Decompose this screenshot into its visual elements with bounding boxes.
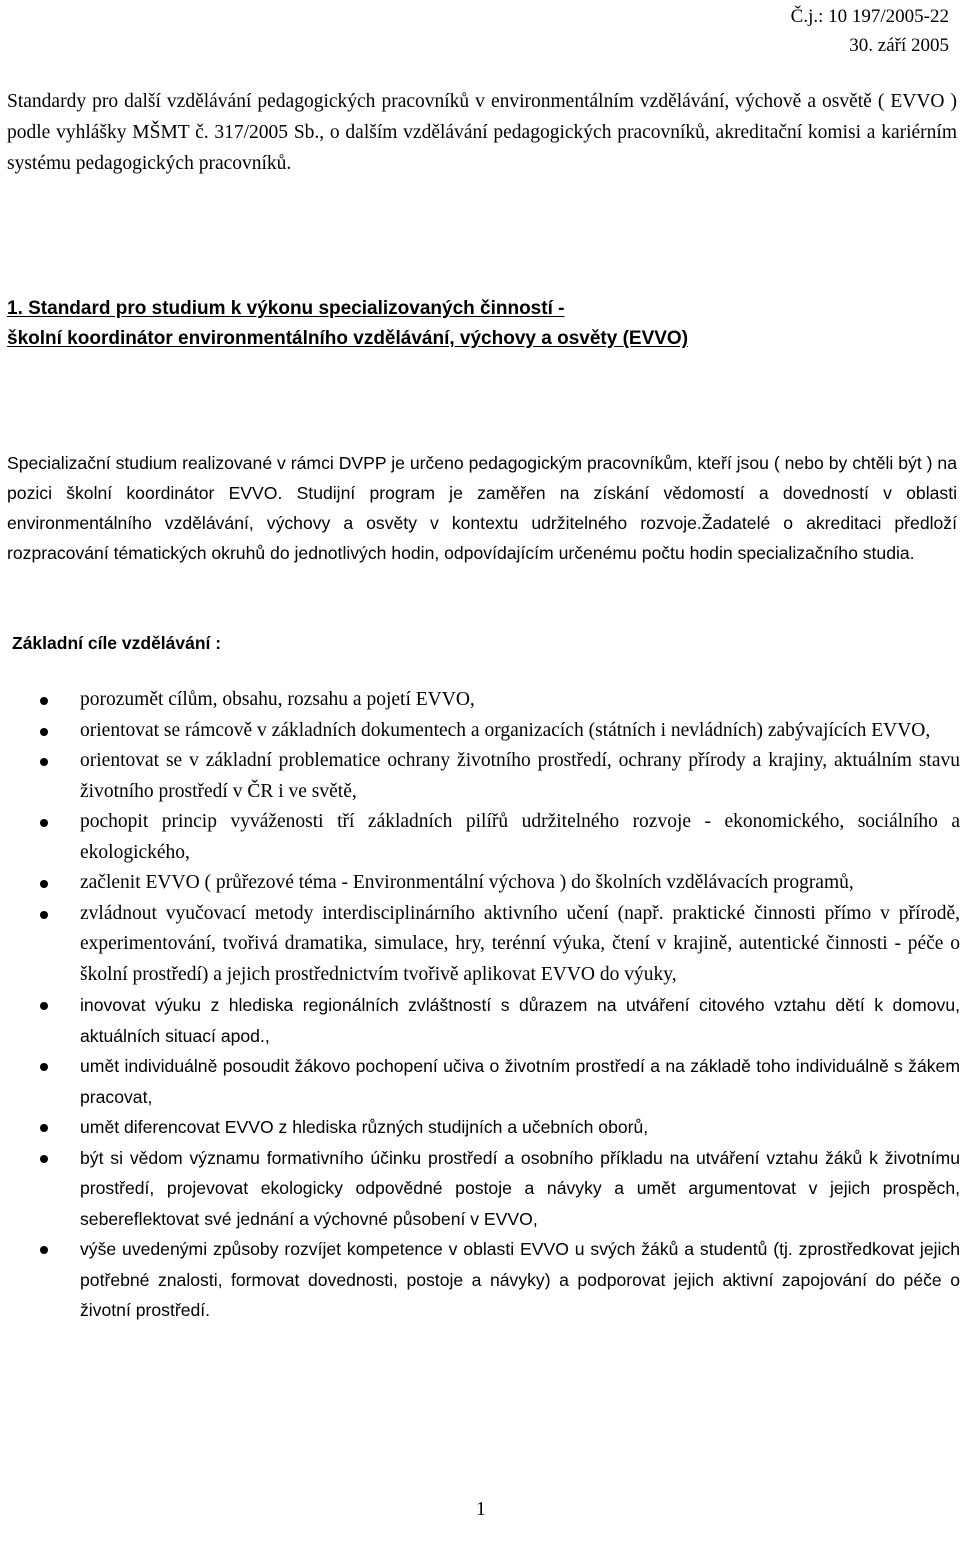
- bullet-icon: [40, 1063, 48, 1071]
- reference-number: Č.j.: 10 197/2005-22: [790, 6, 949, 27]
- bullet-icon: [40, 1155, 48, 1163]
- standard-title-line-1: 1. Standard pro studium k výkonu specializovaných činností -: [7, 298, 565, 319]
- bullet-icon: [40, 819, 48, 827]
- goal-text: orientovat se rámcově v základních dokumentech a organizacích (státních i nevládních) zabývajících EVVO,: [80, 719, 931, 741]
- list-item: [0, 1234, 960, 1326]
- list-item: [0, 746, 960, 807]
- list-item: [0, 685, 960, 716]
- list-item: [0, 899, 960, 991]
- goals-heading: Základní cíle vzdělávání :: [12, 633, 222, 653]
- list-item: [0, 1051, 960, 1112]
- bullet-icon: [40, 1002, 48, 1010]
- description-paragraph: Specializační studium realizované v rámci DVPP je určeno pedagogickým pracovníkům, kteří jsou ( nebo by chtěli být ) na pozici školní koordinátor EVVO. Studijní program je zaměřen na získání vědomostí a dovedností v oblasti environmentálního vzdělávání, výchovy a osvěty v kontextu udržitelného rozvoje.Žadatelé o akreditaci předloží rozpracování tématických okruhů do jednotlivých hodin, odpovídajícím určenému počtu hodin specializačního studia.: [7, 453, 957, 563]
- list-item: [0, 1143, 960, 1235]
- list-item: [0, 990, 960, 1051]
- intro-paragraph: Standardy pro další vzdělávání pedagogických pracovníků v environmentálním vzdělávání, výchově a osvětě ( EVVO ) podle vyhlášky MŠMT č. 317/2005 Sb., o dalším vzdělávání pedagogických pracovníků, akreditační komisi a kariérním systému pedagogických pracovníků.: [7, 91, 957, 174]
- bullet-icon: [40, 728, 48, 736]
- list-item: [0, 1112, 960, 1143]
- bullet-icon: [40, 758, 48, 766]
- standard-title-line-2: školní koordinátor environmentálního vzdělávání, výchovy a osvěty (EVVO): [7, 328, 689, 349]
- reference-header: [791, 2, 949, 60]
- list-item: [0, 868, 960, 899]
- page-number: 1: [476, 1499, 486, 1520]
- goal-text: začlenit EVVO ( průřezové téma - Environmentální výchova ) do školních vzdělávacích programů,: [80, 872, 854, 893]
- goal-text: umět individuálně posoudit žákovo pochopení učiva o životním prostředí a na základě toho individuálně s žákem pracovat,: [80, 1056, 960, 1107]
- bullet-icon: [40, 1246, 48, 1254]
- bullet-icon: [40, 697, 48, 705]
- bullet-icon: [40, 880, 48, 888]
- standard-title: [7, 294, 957, 354]
- goal-text: inovovat výuku z hlediska regionálních zvláštností s důrazem na utváření citového vztahu dětí k domovu, aktuálních situací apod.,: [80, 995, 960, 1046]
- goal-text: pochopit princip vyváženosti tří základních pilířů udržitelného rozvoje - ekonomického, sociálního a ekologického,: [80, 811, 960, 863]
- goal-text: umět diferencovat EVVO z hlediska různých studijních a učebních oborů,: [80, 1117, 649, 1137]
- goal-text: porozumět cílům, obsahu, rozsahu a pojetí EVVO,: [80, 689, 475, 710]
- goals-list: [0, 685, 960, 1326]
- goal-text: být si vědom významu formativního účinku prostředí a osobního příkladu na utváření vztahu žáků k životnímu prostředí, projevovat ekologicky odpovědné postoje a návyky a umět argumentovat v jejich prospěch, sebereflektovat své jednání a výchovné působení v EVVO,: [80, 1147, 960, 1229]
- bullet-icon: [40, 1124, 48, 1132]
- goal-text: zvládnout vyučovací metody interdisciplinárního aktivního učení (např. praktické činnosti přímo v přírodě, experimentování, tvořivá dramatika, simulace, hry, terénní výuka, čtení v krajině, autentické činnosti - péče o školní prostředí) a jejich prostřednictvím tvořivě aplikovat EVVO do výuky,: [80, 902, 960, 985]
- goal-text: výše uvedenými způsoby rozvíjet kompetence v oblasti EVVO u svých žáků a studentů (tj. zprostředkovat jejich potřebné znalosti, formovat dovednosti, postoje a návyky) a podporovat jejich aktivní zapojování do péče o životní prostředí.: [80, 1239, 960, 1320]
- reference-date: 30. září 2005: [849, 35, 949, 56]
- list-item: [0, 716, 960, 747]
- bullet-icon: [40, 911, 48, 919]
- goal-text: orientovat se v základní problematice ochrany životního prostředí, ochrany přírody a krajiny, aktuálním stavu životního prostředí v ČR i ve světě,: [80, 750, 960, 802]
- list-item: [0, 807, 960, 868]
